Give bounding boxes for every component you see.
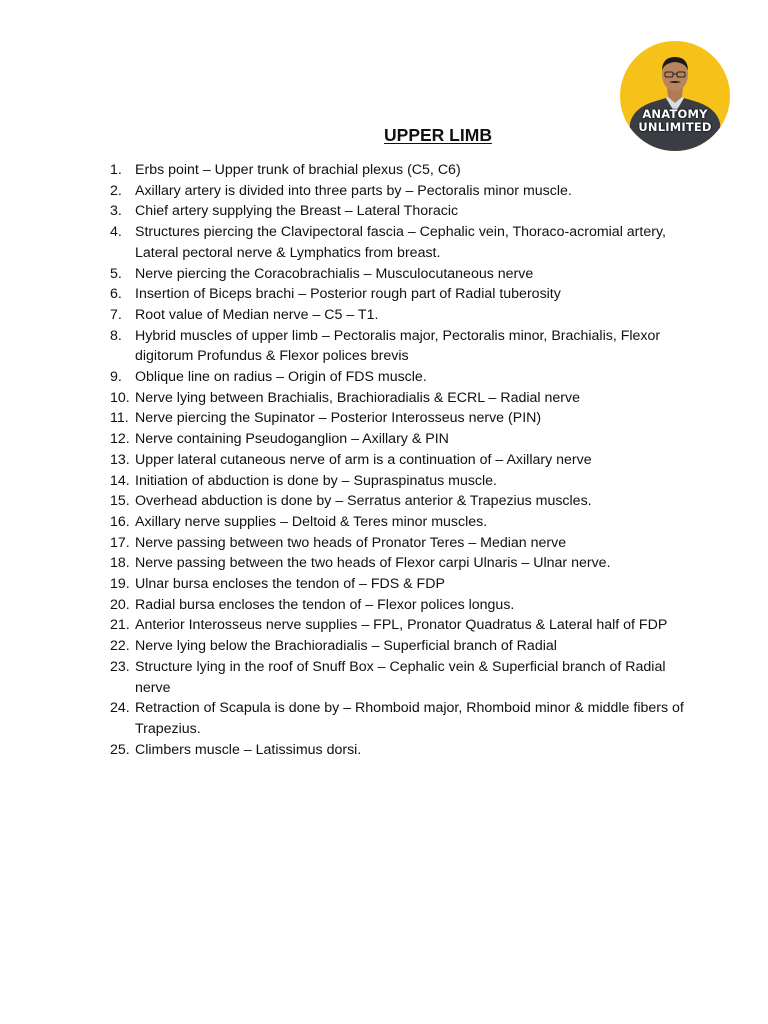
- list-item-number: 20.: [110, 596, 130, 613]
- list-item-number: 7.: [110, 306, 122, 323]
- list-item-text: Oblique line on radius – Origin of FDS muscle.: [135, 369, 427, 386]
- list-item-number: 18.: [110, 555, 130, 572]
- list-item-number: 1.: [110, 162, 122, 178]
- list-item-text: Nerve lying between Brachialis, Brachioradialis & ECRL – Radial nerve: [135, 389, 581, 406]
- list-item-number: 11.: [110, 410, 129, 427]
- list-item-number: 14.: [110, 472, 130, 489]
- list-item: [110, 450, 690, 471]
- list-item: [110, 222, 690, 263]
- list-item-number: 13.: [110, 451, 130, 468]
- list-item-text: Ulnar bursa encloses the tendon of – FDS & FDP: [135, 576, 445, 593]
- list-item-text: Insertion of Biceps brachi – Posterior rough part of Radial tuberosity: [135, 286, 561, 303]
- list-item: [110, 657, 690, 698]
- list-item-text: Nerve piercing the Coracobrachialis – Musculocutaneous nerve: [135, 265, 534, 282]
- list-item-number: 17.: [110, 534, 130, 551]
- list-item-text: Structure lying in the roof of Snuff Box – Cephalic vein & Superficial branch of Radial nerve: [135, 658, 666, 696]
- list-item-number: 4.: [110, 224, 122, 241]
- list-item-text: Overhead abduction is done by – Serratus anterior & Trapezius muscles.: [135, 493, 592, 510]
- list-item-number: 8.: [110, 327, 122, 344]
- list-item: [110, 181, 690, 202]
- list-item: [110, 305, 690, 326]
- list-item-number: 24.: [110, 700, 130, 717]
- list-item-number: 5.: [110, 265, 122, 282]
- list-item: [110, 533, 690, 554]
- list-item-number: 15.: [110, 493, 130, 510]
- list-item: [110, 471, 690, 492]
- list-item-text: Structures piercing the Clavipectoral fascia – Cephalic vein, Thoraco-acromial artery, Lateral pectoral nerve & Lymphatics from breast.: [135, 224, 666, 261]
- list-item-text: Anterior Interosseus nerve supplies – FPL, Pronator Quadratus & Lateral half of FDP: [135, 617, 668, 634]
- list-item: [110, 615, 690, 636]
- list-item-number: 23.: [110, 658, 130, 675]
- list-item: [110, 326, 690, 367]
- page-title: UPPER LIMB: [384, 125, 492, 145]
- list-item: [110, 367, 690, 388]
- list-item: [110, 429, 690, 450]
- list-item-text: Climbers muscle – Latissimus dorsi.: [135, 741, 362, 758]
- logo-line-1: ANATOMY: [642, 107, 708, 121]
- list-item-number: 3.: [110, 203, 122, 220]
- list-item-number: 6.: [110, 286, 122, 303]
- list-item-text: Erbs point – Upper trunk of brachial plexus (C5, C6): [135, 162, 461, 178]
- list-item: [110, 698, 690, 739]
- list-item-text: Nerve passing between two heads of Pronator Teres – Median nerve: [135, 534, 567, 551]
- logo-line-2: UNLIMITED: [638, 120, 712, 134]
- list-item-number: 25.: [110, 741, 130, 758]
- list-item-number: 21.: [110, 617, 130, 634]
- list-item-text: Axillary nerve supplies – Deltoid & Teres minor muscles.: [135, 513, 488, 530]
- list-item: [110, 740, 690, 761]
- list-item-text: Upper lateral cutaneous nerve of arm is a continuation of – Axillary nerve: [135, 451, 592, 468]
- list-item-number: 2.: [110, 182, 122, 199]
- list-item-text: Root value of Median nerve – C5 – T1.: [135, 306, 379, 323]
- list-item: [110, 264, 690, 285]
- list-item-text: Nerve piercing the Supinator – Posterior Interosseus nerve (PIN): [135, 410, 542, 427]
- list-item: [110, 491, 690, 512]
- list-item-text: Radial bursa encloses the tendon of – Flexor polices longus.: [135, 596, 515, 613]
- list-item-number: 12.: [110, 431, 130, 448]
- list-item-text: Retraction of Scapula is done by – Rhomboid major, Rhomboid minor & middle fibers of Trapezius.: [135, 700, 684, 737]
- list-item-number: 10.: [110, 389, 130, 406]
- list-item-number: 9.: [110, 369, 122, 386]
- list-item-text: Nerve passing between the two heads of Flexor carpi Ulnaris – Ulnar nerve.: [135, 555, 611, 572]
- list-item: [110, 574, 690, 595]
- list-item: [110, 408, 690, 429]
- list-item-text: Axillary artery is divided into three parts by – Pectoralis minor muscle.: [135, 182, 572, 199]
- list-item: [110, 512, 690, 533]
- list-item-number: 19.: [110, 576, 130, 593]
- fact-list: [110, 160, 690, 760]
- list-item-number: 22.: [110, 638, 130, 655]
- list-item-text: Nerve lying below the Brachioradialis – Superficial branch of Radial: [135, 638, 557, 655]
- list-item-text: Initiation of abduction is done by – Supraspinatus muscle.: [135, 472, 498, 489]
- list-item: [110, 553, 690, 574]
- list-item-text: Hybrid muscles of upper limb – Pectoralis major, Pectoralis minor, Brachialis, Flexor digitorum Profundus & Flexor polices brevis: [135, 327, 661, 365]
- list-item: [110, 595, 690, 616]
- list-item-text: Chief artery supplying the Breast – Lateral Thoracic: [135, 203, 459, 220]
- list-item-number: 16.: [110, 513, 130, 530]
- list-item: [110, 284, 690, 305]
- list-item: [110, 636, 690, 657]
- list-item: [110, 160, 690, 181]
- list-item: [110, 388, 690, 409]
- list-item: [110, 201, 690, 222]
- list-item-text: Nerve containing Pseudoganglion – Axillary & PIN: [135, 431, 449, 448]
